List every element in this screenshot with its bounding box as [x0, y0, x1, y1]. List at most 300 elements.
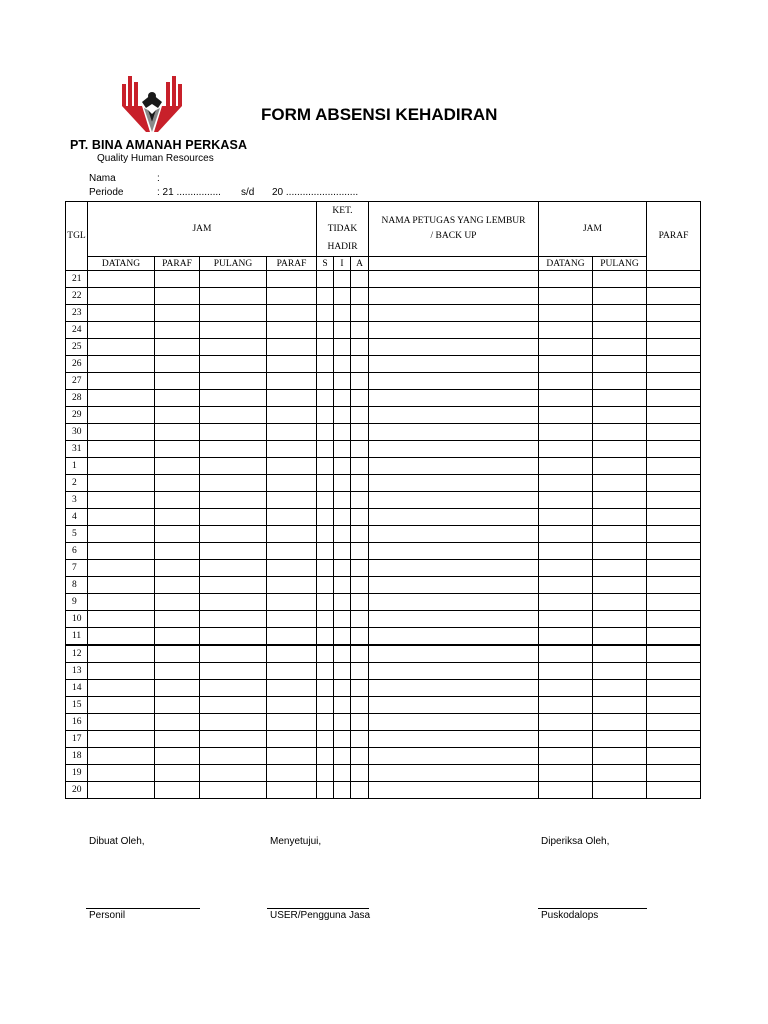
entry-cell[interactable]: [200, 645, 267, 663]
entry-cell[interactable]: [351, 526, 369, 543]
entry-cell[interactable]: [647, 288, 701, 305]
entry-cell[interactable]: [369, 526, 539, 543]
entry-cell[interactable]: [88, 458, 155, 475]
entry-cell[interactable]: [267, 543, 317, 560]
entry-cell[interactable]: [334, 407, 351, 424]
entry-cell[interactable]: [593, 390, 647, 407]
entry-cell[interactable]: [317, 373, 334, 390]
entry-cell[interactable]: [200, 458, 267, 475]
entry-cell[interactable]: [369, 731, 539, 748]
entry-cell[interactable]: [334, 680, 351, 697]
entry-cell[interactable]: [539, 305, 593, 322]
entry-cell[interactable]: [334, 322, 351, 339]
entry-cell[interactable]: [155, 424, 200, 441]
entry-cell[interactable]: [647, 663, 701, 680]
entry-cell[interactable]: [369, 765, 539, 782]
entry-cell[interactable]: [539, 441, 593, 458]
entry-cell[interactable]: [200, 407, 267, 424]
entry-cell[interactable]: [88, 594, 155, 611]
entry-cell[interactable]: [155, 475, 200, 492]
entry-cell[interactable]: [539, 492, 593, 509]
entry-cell[interactable]: [155, 577, 200, 594]
entry-cell[interactable]: [539, 322, 593, 339]
entry-cell[interactable]: [317, 765, 334, 782]
entry-cell[interactable]: [267, 356, 317, 373]
entry-cell[interactable]: [539, 765, 593, 782]
entry-cell[interactable]: [539, 288, 593, 305]
entry-cell[interactable]: [155, 288, 200, 305]
entry-cell[interactable]: [593, 492, 647, 509]
entry-cell[interactable]: [88, 322, 155, 339]
entry-cell[interactable]: [593, 697, 647, 714]
entry-cell[interactable]: [334, 441, 351, 458]
entry-cell[interactable]: [593, 458, 647, 475]
entry-cell[interactable]: [647, 611, 701, 628]
entry-cell[interactable]: [369, 492, 539, 509]
entry-cell[interactable]: [200, 628, 267, 646]
entry-cell[interactable]: [88, 697, 155, 714]
entry-cell[interactable]: [351, 714, 369, 731]
entry-cell[interactable]: [155, 339, 200, 356]
entry-cell[interactable]: [351, 697, 369, 714]
entry-cell[interactable]: [593, 339, 647, 356]
entry-cell[interactable]: [369, 560, 539, 577]
entry-cell[interactable]: [539, 731, 593, 748]
entry-cell[interactable]: [267, 731, 317, 748]
entry-cell[interactable]: [267, 458, 317, 475]
entry-cell[interactable]: [317, 322, 334, 339]
entry-cell[interactable]: [334, 305, 351, 322]
entry-cell[interactable]: [200, 509, 267, 526]
entry-cell[interactable]: [334, 663, 351, 680]
entry-cell[interactable]: [200, 748, 267, 765]
entry-cell[interactable]: [647, 390, 701, 407]
entry-cell[interactable]: [155, 782, 200, 799]
entry-cell[interactable]: [200, 611, 267, 628]
entry-cell[interactable]: [267, 782, 317, 799]
entry-cell[interactable]: [334, 390, 351, 407]
entry-cell[interactable]: [539, 560, 593, 577]
entry-cell[interactable]: [155, 543, 200, 560]
entry-cell[interactable]: [647, 271, 701, 288]
entry-cell[interactable]: [593, 645, 647, 663]
entry-cell[interactable]: [317, 543, 334, 560]
entry-cell[interactable]: [539, 663, 593, 680]
entry-cell[interactable]: [593, 714, 647, 731]
entry-cell[interactable]: [351, 628, 369, 646]
entry-cell[interactable]: [351, 765, 369, 782]
entry-cell[interactable]: [88, 663, 155, 680]
entry-cell[interactable]: [88, 765, 155, 782]
entry-cell[interactable]: [539, 697, 593, 714]
entry-cell[interactable]: [351, 509, 369, 526]
entry-cell[interactable]: [369, 543, 539, 560]
entry-cell[interactable]: [267, 748, 317, 765]
entry-cell[interactable]: [267, 288, 317, 305]
entry-cell[interactable]: [267, 611, 317, 628]
entry-cell[interactable]: [200, 594, 267, 611]
entry-cell[interactable]: [267, 373, 317, 390]
entry-cell[interactable]: [155, 628, 200, 646]
entry-cell[interactable]: [155, 526, 200, 543]
entry-cell[interactable]: [88, 441, 155, 458]
entry-cell[interactable]: [647, 475, 701, 492]
entry-cell[interactable]: [267, 339, 317, 356]
entry-cell[interactable]: [593, 680, 647, 697]
entry-cell[interactable]: [88, 611, 155, 628]
entry-cell[interactable]: [267, 697, 317, 714]
entry-cell[interactable]: [200, 339, 267, 356]
entry-cell[interactable]: [369, 628, 539, 646]
entry-cell[interactable]: [317, 611, 334, 628]
entry-cell[interactable]: [593, 748, 647, 765]
entry-cell[interactable]: [647, 645, 701, 663]
entry-cell[interactable]: [647, 543, 701, 560]
entry-cell[interactable]: [267, 526, 317, 543]
entry-cell[interactable]: [200, 271, 267, 288]
entry-cell[interactable]: [593, 373, 647, 390]
entry-cell[interactable]: [539, 339, 593, 356]
entry-cell[interactable]: [317, 560, 334, 577]
entry-cell[interactable]: [539, 356, 593, 373]
entry-cell[interactable]: [317, 288, 334, 305]
entry-cell[interactable]: [155, 492, 200, 509]
entry-cell[interactable]: [593, 731, 647, 748]
entry-cell[interactable]: [647, 322, 701, 339]
entry-cell[interactable]: [593, 475, 647, 492]
entry-cell[interactable]: [88, 390, 155, 407]
entry-cell[interactable]: [334, 594, 351, 611]
entry-cell[interactable]: [200, 526, 267, 543]
entry-cell[interactable]: [155, 407, 200, 424]
entry-cell[interactable]: [155, 305, 200, 322]
entry-cell[interactable]: [539, 782, 593, 799]
entry-cell[interactable]: [200, 663, 267, 680]
entry-cell[interactable]: [334, 782, 351, 799]
entry-cell[interactable]: [317, 697, 334, 714]
entry-cell[interactable]: [647, 731, 701, 748]
entry-cell[interactable]: [593, 611, 647, 628]
entry-cell[interactable]: [351, 271, 369, 288]
entry-cell[interactable]: [539, 458, 593, 475]
entry-cell[interactable]: [351, 407, 369, 424]
entry-cell[interactable]: [369, 322, 539, 339]
entry-cell[interactable]: [369, 782, 539, 799]
entry-cell[interactable]: [647, 373, 701, 390]
entry-cell[interactable]: [200, 697, 267, 714]
entry-cell[interactable]: [200, 782, 267, 799]
entry-cell[interactable]: [334, 577, 351, 594]
entry-cell[interactable]: [593, 407, 647, 424]
entry-cell[interactable]: [317, 356, 334, 373]
entry-cell[interactable]: [317, 339, 334, 356]
entry-cell[interactable]: [351, 560, 369, 577]
entry-cell[interactable]: [88, 748, 155, 765]
entry-cell[interactable]: [539, 526, 593, 543]
entry-cell[interactable]: [539, 373, 593, 390]
entry-cell[interactable]: [317, 731, 334, 748]
entry-cell[interactable]: [593, 526, 647, 543]
entry-cell[interactable]: [647, 628, 701, 646]
entry-cell[interactable]: [88, 628, 155, 646]
entry-cell[interactable]: [200, 475, 267, 492]
entry-cell[interactable]: [334, 560, 351, 577]
entry-cell[interactable]: [155, 390, 200, 407]
entry-cell[interactable]: [267, 628, 317, 646]
entry-cell[interactable]: [155, 373, 200, 390]
entry-cell[interactable]: [351, 305, 369, 322]
entry-cell[interactable]: [317, 577, 334, 594]
entry-cell[interactable]: [334, 458, 351, 475]
entry-cell[interactable]: [593, 560, 647, 577]
entry-cell[interactable]: [647, 594, 701, 611]
entry-cell[interactable]: [317, 390, 334, 407]
entry-cell[interactable]: [647, 356, 701, 373]
entry-cell[interactable]: [88, 339, 155, 356]
entry-cell[interactable]: [647, 577, 701, 594]
entry-cell[interactable]: [334, 509, 351, 526]
entry-cell[interactable]: [593, 356, 647, 373]
entry-cell[interactable]: [88, 645, 155, 663]
entry-cell[interactable]: [369, 356, 539, 373]
entry-cell[interactable]: [369, 407, 539, 424]
entry-cell[interactable]: [351, 782, 369, 799]
entry-cell[interactable]: [647, 782, 701, 799]
entry-cell[interactable]: [88, 560, 155, 577]
entry-cell[interactable]: [369, 611, 539, 628]
entry-cell[interactable]: [317, 271, 334, 288]
entry-cell[interactable]: [334, 748, 351, 765]
entry-cell[interactable]: [200, 305, 267, 322]
entry-cell[interactable]: [267, 714, 317, 731]
entry-cell[interactable]: [155, 441, 200, 458]
entry-cell[interactable]: [317, 424, 334, 441]
entry-cell[interactable]: [369, 458, 539, 475]
entry-cell[interactable]: [155, 731, 200, 748]
entry-cell[interactable]: [317, 628, 334, 646]
entry-cell[interactable]: [334, 373, 351, 390]
entry-cell[interactable]: [155, 356, 200, 373]
entry-cell[interactable]: [267, 645, 317, 663]
entry-cell[interactable]: [88, 526, 155, 543]
entry-cell[interactable]: [88, 714, 155, 731]
entry-cell[interactable]: [351, 645, 369, 663]
entry-cell[interactable]: [317, 594, 334, 611]
entry-cell[interactable]: [593, 322, 647, 339]
entry-cell[interactable]: [334, 543, 351, 560]
entry-cell[interactable]: [334, 765, 351, 782]
entry-cell[interactable]: [155, 458, 200, 475]
entry-cell[interactable]: [593, 271, 647, 288]
entry-cell[interactable]: [593, 577, 647, 594]
entry-cell[interactable]: [267, 765, 317, 782]
entry-cell[interactable]: [593, 765, 647, 782]
entry-cell[interactable]: [647, 492, 701, 509]
entry-cell[interactable]: [593, 424, 647, 441]
entry-cell[interactable]: [200, 714, 267, 731]
entry-cell[interactable]: [351, 322, 369, 339]
entry-cell[interactable]: [351, 424, 369, 441]
entry-cell[interactable]: [369, 645, 539, 663]
entry-cell[interactable]: [334, 731, 351, 748]
entry-cell[interactable]: [647, 748, 701, 765]
entry-cell[interactable]: [88, 577, 155, 594]
entry-cell[interactable]: [317, 492, 334, 509]
entry-cell[interactable]: [647, 458, 701, 475]
entry-cell[interactable]: [369, 594, 539, 611]
entry-cell[interactable]: [539, 271, 593, 288]
entry-cell[interactable]: [539, 645, 593, 663]
entry-cell[interactable]: [539, 577, 593, 594]
entry-cell[interactable]: [369, 475, 539, 492]
entry-cell[interactable]: [155, 697, 200, 714]
entry-cell[interactable]: [155, 680, 200, 697]
entry-cell[interactable]: [593, 594, 647, 611]
entry-cell[interactable]: [369, 424, 539, 441]
entry-cell[interactable]: [351, 731, 369, 748]
entry-cell[interactable]: [647, 509, 701, 526]
entry-cell[interactable]: [267, 475, 317, 492]
entry-cell[interactable]: [317, 509, 334, 526]
entry-cell[interactable]: [267, 594, 317, 611]
entry-cell[interactable]: [369, 339, 539, 356]
entry-cell[interactable]: [267, 424, 317, 441]
entry-cell[interactable]: [369, 305, 539, 322]
entry-cell[interactable]: [369, 271, 539, 288]
entry-cell[interactable]: [317, 663, 334, 680]
entry-cell[interactable]: [351, 339, 369, 356]
entry-cell[interactable]: [647, 560, 701, 577]
entry-cell[interactable]: [647, 765, 701, 782]
entry-cell[interactable]: [155, 322, 200, 339]
entry-cell[interactable]: [369, 680, 539, 697]
entry-cell[interactable]: [267, 560, 317, 577]
entry-cell[interactable]: [539, 611, 593, 628]
entry-cell[interactable]: [88, 424, 155, 441]
entry-cell[interactable]: [200, 492, 267, 509]
entry-cell[interactable]: [647, 714, 701, 731]
entry-cell[interactable]: [539, 475, 593, 492]
entry-cell[interactable]: [155, 765, 200, 782]
entry-cell[interactable]: [88, 356, 155, 373]
entry-cell[interactable]: [267, 577, 317, 594]
entry-cell[interactable]: [88, 731, 155, 748]
entry-cell[interactable]: [155, 611, 200, 628]
entry-cell[interactable]: [88, 288, 155, 305]
entry-cell[interactable]: [647, 697, 701, 714]
entry-cell[interactable]: [317, 458, 334, 475]
entry-cell[interactable]: [88, 782, 155, 799]
entry-cell[interactable]: [267, 492, 317, 509]
entry-cell[interactable]: [200, 441, 267, 458]
entry-cell[interactable]: [369, 509, 539, 526]
entry-cell[interactable]: [200, 390, 267, 407]
entry-cell[interactable]: [369, 577, 539, 594]
entry-cell[interactable]: [155, 714, 200, 731]
entry-cell[interactable]: [317, 441, 334, 458]
entry-cell[interactable]: [351, 373, 369, 390]
entry-cell[interactable]: [351, 458, 369, 475]
entry-cell[interactable]: [200, 322, 267, 339]
entry-cell[interactable]: [88, 543, 155, 560]
entry-cell[interactable]: [351, 492, 369, 509]
entry-cell[interactable]: [334, 356, 351, 373]
entry-cell[interactable]: [647, 424, 701, 441]
entry-cell[interactable]: [155, 748, 200, 765]
entry-cell[interactable]: [200, 288, 267, 305]
entry-cell[interactable]: [593, 305, 647, 322]
entry-cell[interactable]: [593, 628, 647, 646]
entry-cell[interactable]: [539, 543, 593, 560]
entry-cell[interactable]: [334, 271, 351, 288]
entry-cell[interactable]: [155, 271, 200, 288]
entry-cell[interactable]: [200, 373, 267, 390]
entry-cell[interactable]: [539, 628, 593, 646]
entry-cell[interactable]: [155, 509, 200, 526]
entry-cell[interactable]: [647, 339, 701, 356]
entry-cell[interactable]: [351, 611, 369, 628]
entry-cell[interactable]: [267, 322, 317, 339]
entry-cell[interactable]: [334, 714, 351, 731]
entry-cell[interactable]: [539, 509, 593, 526]
entry-cell[interactable]: [200, 731, 267, 748]
entry-cell[interactable]: [351, 441, 369, 458]
entry-cell[interactable]: [267, 509, 317, 526]
entry-cell[interactable]: [539, 714, 593, 731]
entry-cell[interactable]: [369, 663, 539, 680]
entry-cell[interactable]: [539, 748, 593, 765]
entry-cell[interactable]: [334, 288, 351, 305]
entry-cell[interactable]: [155, 663, 200, 680]
entry-cell[interactable]: [334, 424, 351, 441]
entry-cell[interactable]: [88, 407, 155, 424]
entry-cell[interactable]: [334, 628, 351, 646]
entry-cell[interactable]: [334, 611, 351, 628]
entry-cell[interactable]: [200, 680, 267, 697]
entry-cell[interactable]: [317, 748, 334, 765]
entry-cell[interactable]: [593, 782, 647, 799]
entry-cell[interactable]: [351, 390, 369, 407]
entry-cell[interactable]: [369, 373, 539, 390]
entry-cell[interactable]: [647, 305, 701, 322]
entry-cell[interactable]: [593, 441, 647, 458]
entry-cell[interactable]: [539, 424, 593, 441]
entry-cell[interactable]: [351, 680, 369, 697]
entry-cell[interactable]: [155, 560, 200, 577]
entry-cell[interactable]: [647, 441, 701, 458]
entry-cell[interactable]: [369, 288, 539, 305]
entry-cell[interactable]: [88, 680, 155, 697]
entry-cell[interactable]: [155, 594, 200, 611]
entry-cell[interactable]: [267, 390, 317, 407]
entry-cell[interactable]: [88, 305, 155, 322]
entry-cell[interactable]: [317, 305, 334, 322]
entry-cell[interactable]: [317, 680, 334, 697]
entry-cell[interactable]: [200, 424, 267, 441]
entry-cell[interactable]: [351, 577, 369, 594]
entry-cell[interactable]: [88, 509, 155, 526]
entry-cell[interactable]: [317, 645, 334, 663]
entry-cell[interactable]: [200, 543, 267, 560]
entry-cell[interactable]: [334, 645, 351, 663]
entry-cell[interactable]: [647, 680, 701, 697]
entry-cell[interactable]: [593, 543, 647, 560]
entry-cell[interactable]: [351, 475, 369, 492]
entry-cell[interactable]: [334, 697, 351, 714]
entry-cell[interactable]: [369, 697, 539, 714]
entry-cell[interactable]: [88, 373, 155, 390]
entry-cell[interactable]: [369, 714, 539, 731]
